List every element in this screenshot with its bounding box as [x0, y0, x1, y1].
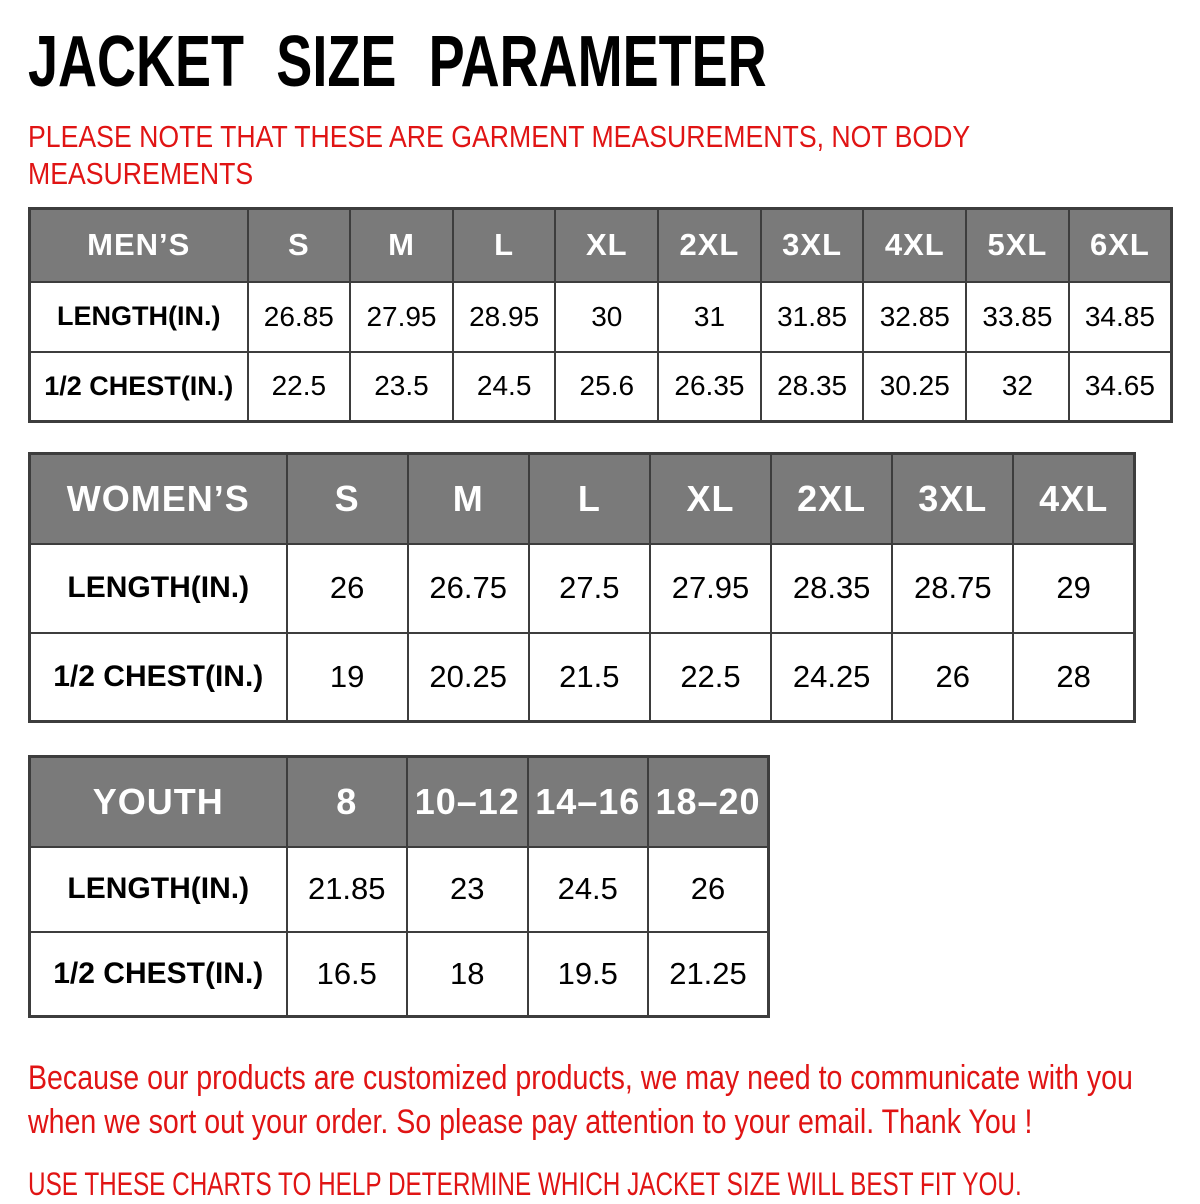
size-header-cell: L: [529, 454, 650, 544]
size-header-cell: S: [248, 209, 351, 282]
value-cell: 31.85: [761, 282, 864, 352]
value-cell: 16.5: [287, 932, 408, 1017]
value-cell: 24.5: [528, 847, 649, 932]
value-cell: 26: [287, 544, 408, 633]
page-title: JACKET SIZE PARAMETER: [28, 22, 767, 102]
value-cell: 28.75: [892, 544, 1013, 633]
size-header-cell: 10–12: [407, 757, 528, 847]
size-header-cell: 5XL: [966, 209, 1069, 282]
value-cell: 33.85: [966, 282, 1069, 352]
value-cell: 28.35: [761, 352, 864, 422]
value-cell: 19.5: [528, 932, 649, 1017]
value-cell: 19: [287, 633, 408, 722]
table-row: [30, 633, 1135, 722]
note-line: [28, 118, 1200, 155]
size-header-cell: M: [408, 454, 529, 544]
size-header-cell: 2XL: [658, 209, 761, 282]
value-cell: 28: [1013, 633, 1134, 722]
value-cell: 21.25: [648, 932, 769, 1017]
value-cell: 26: [648, 847, 769, 932]
size-header-cell: 4XL: [863, 209, 966, 282]
value-cell: 21.5: [529, 633, 650, 722]
womens-size-table: [28, 452, 1136, 723]
size-header-cell: M: [350, 209, 453, 282]
value-cell: 22.5: [248, 352, 351, 422]
value-cell: 27.5: [529, 544, 650, 633]
value-cell: 26.35: [658, 352, 761, 422]
row-label: 1/2 CHEST(IN.): [30, 352, 248, 422]
row-label: LENGTH(IN.): [30, 847, 287, 932]
value-cell: 24.5: [453, 352, 556, 422]
fit-advice-note: [28, 1164, 1200, 1204]
size-header-cell: 4XL: [1013, 454, 1134, 544]
table-title-cell: YOUTH: [30, 757, 287, 847]
value-cell: 27.95: [650, 544, 771, 633]
value-cell: 26.85: [248, 282, 351, 352]
youth-size-table: [28, 755, 770, 1018]
value-cell: 34.65: [1069, 352, 1172, 422]
table-row: [30, 352, 1172, 422]
value-cell: 26.75: [408, 544, 529, 633]
value-cell: 32.85: [863, 282, 966, 352]
size-header-cell: 8: [287, 757, 408, 847]
note-line-text: MEASUREMENTS: [28, 156, 254, 191]
row-label: LENGTH(IN.): [30, 282, 248, 352]
note-line: [28, 155, 1200, 192]
header-row: [30, 454, 1135, 544]
fit-advice-text: USE THESE CHARTS TO HELP DETERMINE WHICH JACKET SIZE WILL BEST FIT YOU.: [28, 1166, 1022, 1202]
row-label: 1/2 CHEST(IN.): [30, 633, 287, 722]
size-header-cell: XL: [555, 209, 658, 282]
header-row: [30, 757, 769, 847]
size-header-cell: XL: [650, 454, 771, 544]
value-cell: 23.5: [350, 352, 453, 422]
size-header-cell: 18–20: [648, 757, 769, 847]
value-cell: 29: [1013, 544, 1134, 633]
value-cell: 25.6: [555, 352, 658, 422]
table-title-cell: MEN’S: [30, 209, 248, 282]
page-title-row: [28, 22, 1200, 102]
size-header-cell: 6XL: [1069, 209, 1172, 282]
mens-size-table: [28, 207, 1173, 423]
notice-line: [28, 1056, 1200, 1100]
header-row: [30, 209, 1172, 282]
customization-notice: [28, 1056, 1200, 1144]
value-cell: 30: [555, 282, 658, 352]
value-cell: 32: [966, 352, 1069, 422]
notice-line: [28, 1100, 1200, 1144]
value-cell: 28.35: [771, 544, 892, 633]
value-cell: 23: [407, 847, 528, 932]
value-cell: 27.95: [350, 282, 453, 352]
value-cell: 18: [407, 932, 528, 1017]
value-cell: 34.85: [1069, 282, 1172, 352]
value-cell: 21.85: [287, 847, 408, 932]
table-title-cell: WOMEN’S: [30, 454, 287, 544]
size-header-cell: 14–16: [528, 757, 649, 847]
note-line-text: PLEASE NOTE THAT THESE ARE GARMENT MEASUREMENTS, NOT BODY: [28, 119, 971, 154]
table-row: [30, 282, 1172, 352]
size-header-cell: L: [453, 209, 556, 282]
size-header-cell: S: [287, 454, 408, 544]
table-row: [30, 847, 769, 932]
value-cell: 30.25: [863, 352, 966, 422]
size-header-cell: 2XL: [771, 454, 892, 544]
table-row: [30, 932, 769, 1017]
table-row: [30, 544, 1135, 633]
value-cell: 22.5: [650, 633, 771, 722]
size-header-cell: 3XL: [761, 209, 864, 282]
size-header-cell: 3XL: [892, 454, 1013, 544]
row-label: 1/2 CHEST(IN.): [30, 932, 287, 1017]
value-cell: 28.95: [453, 282, 556, 352]
garment-measurement-note: [28, 118, 1200, 192]
value-cell: 24.25: [771, 633, 892, 722]
notice-line-text: when we sort out your order. So please pay attention to your email. Thank You !: [28, 1103, 1033, 1141]
value-cell: 26: [892, 633, 1013, 722]
value-cell: 20.25: [408, 633, 529, 722]
row-label: LENGTH(IN.): [30, 544, 287, 633]
notice-line-text: Because our products are customized products, we may need to communicate with you: [28, 1059, 1133, 1097]
value-cell: 31: [658, 282, 761, 352]
